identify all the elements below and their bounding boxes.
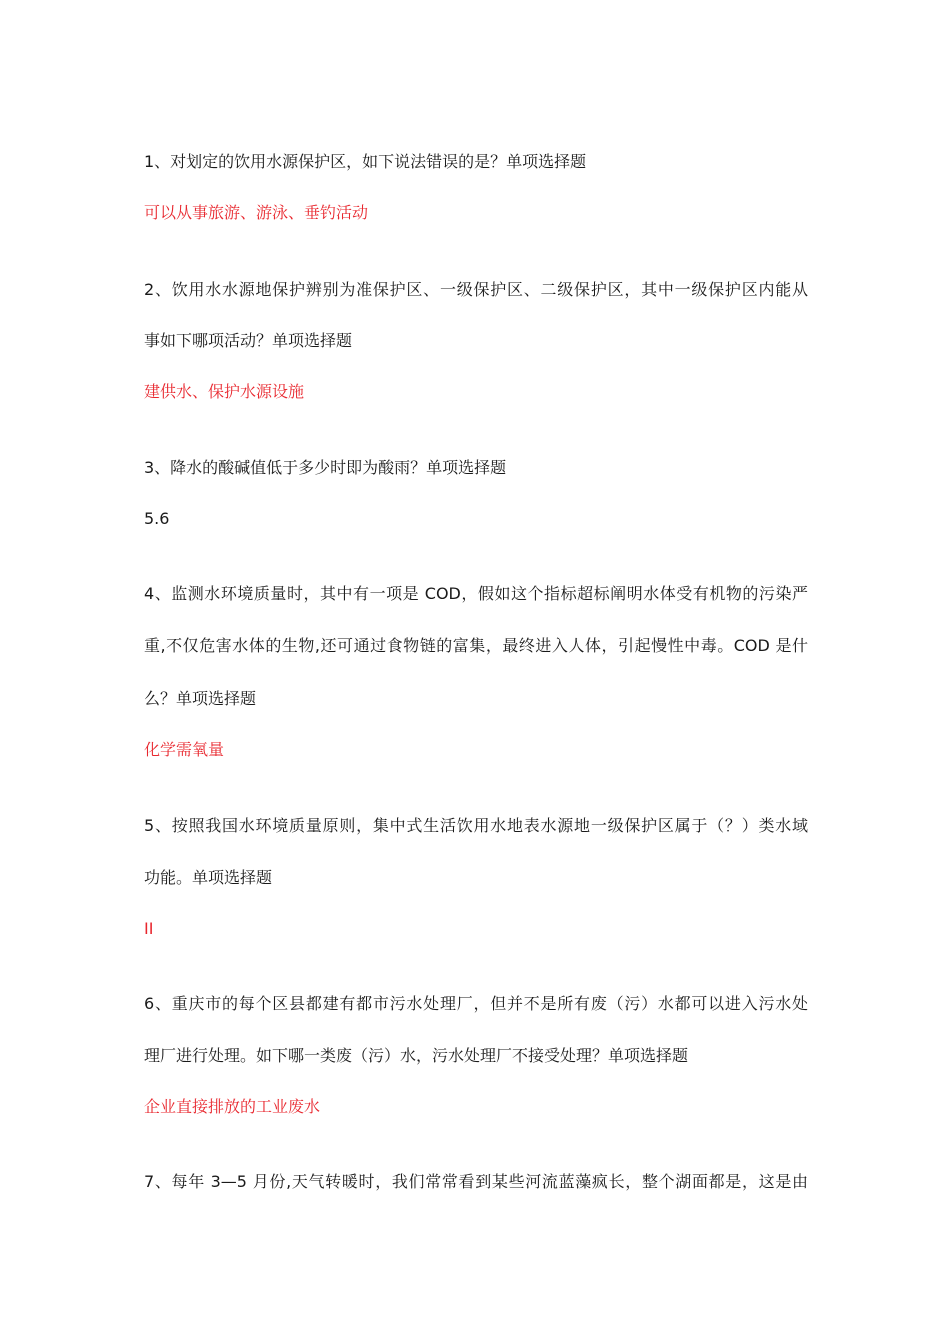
question-5-line-2: 功能。单项选择题 bbox=[144, 868, 273, 887]
question-5-line-1: 5、按照我国水环境质量原则，集中式生活饮用水地表水源地一级保护区属于（？）类水域 bbox=[144, 816, 808, 835]
answer-5: II bbox=[144, 919, 154, 938]
question-7-line-1: 7、每年 3—5 月份,天气转暖时，我们常常看到某些河流蓝藻疯长，整个湖面都是，这是由 bbox=[144, 1172, 808, 1191]
question-1-line-1: 1、对划定的饮用水源保护区，如下说法错误的是？单项选择题 bbox=[144, 152, 587, 171]
answer-4: 化学需氧量 bbox=[144, 740, 225, 759]
question-3-line-1: 3、降水的酸碱值低于多少时即为酸雨？单项选择题 bbox=[144, 458, 507, 477]
answer-2: 建供水、保护水源设施 bbox=[144, 382, 305, 401]
question-4-line-2: 重,不仅危害水体的生物,还可通过食物链的富集，最终进入人体，引起慢性中毒。COD 是什 bbox=[144, 636, 808, 655]
question-6-line-2: 理厂进行处理。如下哪一类废（污）水，污水处理厂不接受处理？单项选择题 bbox=[144, 1046, 689, 1065]
answer-1: 可以从事旅游、游泳、垂钓活动 bbox=[144, 203, 369, 222]
question-2-line-1: 2、饮用水水源地保护辨别为准保护区、一级保护区、二级保护区，其中一级保护区内能从 bbox=[144, 280, 808, 299]
answer-3: 5.6 bbox=[144, 509, 170, 528]
question-2-line-2: 事如下哪项活动？单项选择题 bbox=[144, 331, 353, 350]
question-4-line-3: 么？单项选择题 bbox=[144, 689, 257, 708]
answer-6: 企业直接排放的工业废水 bbox=[144, 1097, 321, 1116]
question-4-line-1: 4、监测水环境质量时，其中有一项是 COD，假如这个指标超标阐明水体受有机物的污染严 bbox=[144, 584, 808, 603]
question-6-line-1: 6、重庆市的每个区县都建有都市污水处理厂，但并不是所有废（污）水都可以进入污水处 bbox=[144, 994, 808, 1013]
